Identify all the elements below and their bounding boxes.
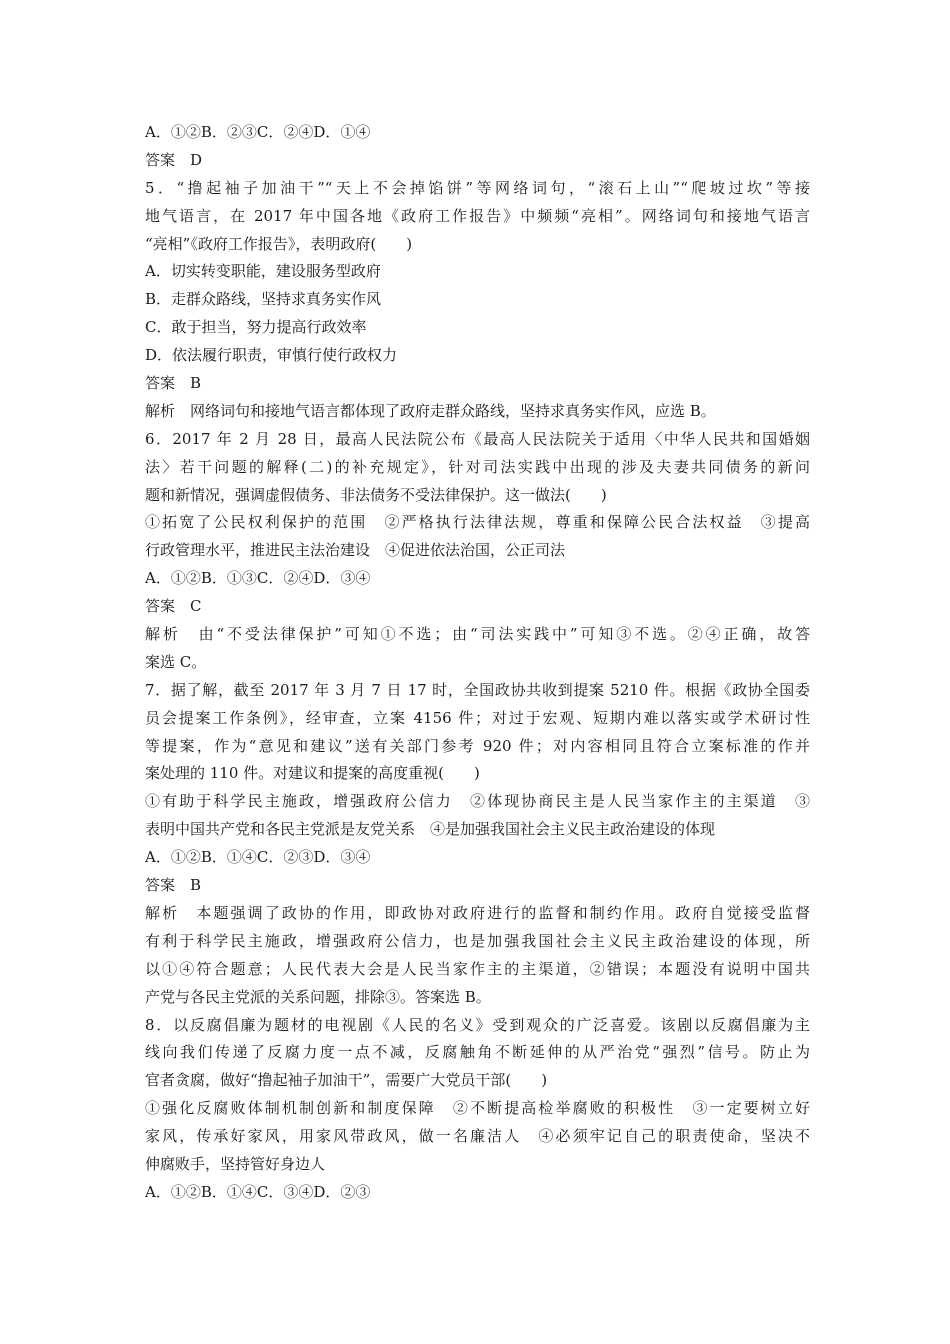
text-line: 等提案，作为“意见和建议”送有关部门参考 920 件；对内容相同且符合立案标准的作并: [145, 736, 810, 755]
text-line: 线向我们传递了反腐力度一点不减，反腐触角不断延伸的从严治党“强烈”信号。防止为: [145, 1043, 810, 1062]
text-line: 以①④符合题意；人民代表大会是人民当家作主的主渠道，②错误；本题没有说明中国共: [145, 959, 810, 978]
text-line: 行政管理水平，推进民主法治建设 ④促进依法治国，公正司法: [145, 541, 566, 560]
text-line: 伸腐败手，坚持管好身边人: [145, 1154, 326, 1173]
text-line: ①强化反腐败体制机制创新和制度保障 ②不断提高检举腐败的积极性 ③一定要树立好: [145, 1099, 810, 1118]
text-line: D．依法履行职责，审慎行使行政权力: [145, 346, 398, 365]
text-line: B．走群众路线，坚持求真务实作风: [145, 290, 382, 309]
text-line: “亮相”《政府工作报告》，表明政府( ): [145, 234, 413, 253]
text-line: 答案 D: [145, 150, 203, 169]
text-line: 地气语言，在 2017 年中国各地《政府工作报告》中频频“亮相”。网络词句和接地气语言: [145, 206, 810, 225]
text-line: 法〉若干问题的解释(二)的补充规定》，针对司法实践中出现的涉及夫妻共同债务的新问: [145, 457, 810, 476]
text-line: 有利于科学民主施政，增强政府公信力，也是加强我国社会主义民主政治建设的体现，所: [145, 931, 810, 950]
text-line: 答案 C: [145, 597, 202, 616]
text-line: ①拓宽了公民权利保护的范围 ②严格执行法律法规，尊重和保障公民合法权益 ③提高: [145, 513, 810, 532]
text-line: 答案 B: [145, 876, 202, 895]
text-line: 解析 网络词句和接地气语言都体现了政府走群众路线，坚持求真务实作风，应选 B。: [145, 401, 716, 420]
text-line: 5．“撸起袖子加油干”“天上不会掉馅饼”等网络词句，“滚石上山”“爬坡过坎”等接: [145, 178, 810, 197]
text-line: A．切实转变职能，建设服务型政府: [145, 262, 381, 281]
text-line: 答案 B: [145, 374, 202, 393]
text-line: 案处理的 110 件。对建议和提案的高度重视( ): [145, 764, 480, 783]
text-line: 家风，传承好家风，用家风带政风，做一名廉洁人 ④必须牢记自己的职责使命，坚决不: [145, 1127, 810, 1146]
text-line: 解析 由“不受法律保护”可知①不选；由“司法实践中”可知③不选。②④正确，故答: [145, 625, 810, 644]
text-line: 解析 本题强调了政协的作用，即政协对政府进行的监督和制约作用。政府自觉接受监督: [145, 903, 810, 922]
text-line: 表明中国共产党和各民主党派是友党关系 ④是加强我国社会主义民主政治建设的体现: [145, 820, 716, 839]
text-line: 题和新情况，强调虚假债务、非法债务不受法律保护。这一做法( ): [145, 485, 607, 504]
text-line: A．①②B．②③C．②④D．①④: [145, 123, 371, 141]
text-line: C．敢于担当，努力提高行政效率: [145, 318, 367, 337]
text-line: 产党与各民主党派的关系问题，排除③。答案选 B。: [145, 987, 491, 1006]
text-line: 员会提案工作条例》，经审查，立案 4156 件；对过于宏观、短期内难以落实或学术研讨性: [145, 708, 810, 727]
text-line: 官者贪腐，做好“撸起袖子加油干”，需要广大党员干部( ): [145, 1071, 548, 1090]
text-line: A．①②B．①④C．③④D．②③: [145, 1182, 371, 1201]
text-line: 8．以反腐倡廉为题材的电视剧《人民的名义》受到观众的广泛喜爱。该剧以反腐倡廉为主: [145, 1015, 810, 1034]
text-line: 7．据了解，截至 2017 年 3 月 7 日 17 时，全国政协共收到提案 5210 件。根据《政协全国委: [145, 680, 810, 699]
text-line: ①有助于科学民主施政，增强政府公信力 ②体现协商民主是人民当家作主的主渠道 ③: [145, 792, 810, 811]
text-line: 案选 C。: [145, 652, 207, 671]
document-body: [145, 119, 810, 1207]
text-line: 6．2017 年 2 月 28 日，最高人民法院公布《最高人民法院关于适用〈中华人民共和国婚姻: [145, 429, 810, 448]
text-line: A．①②B．①④C．②③D．③④: [145, 848, 371, 867]
text-line: A．①②B．①③C．②④D．③④: [145, 569, 371, 588]
